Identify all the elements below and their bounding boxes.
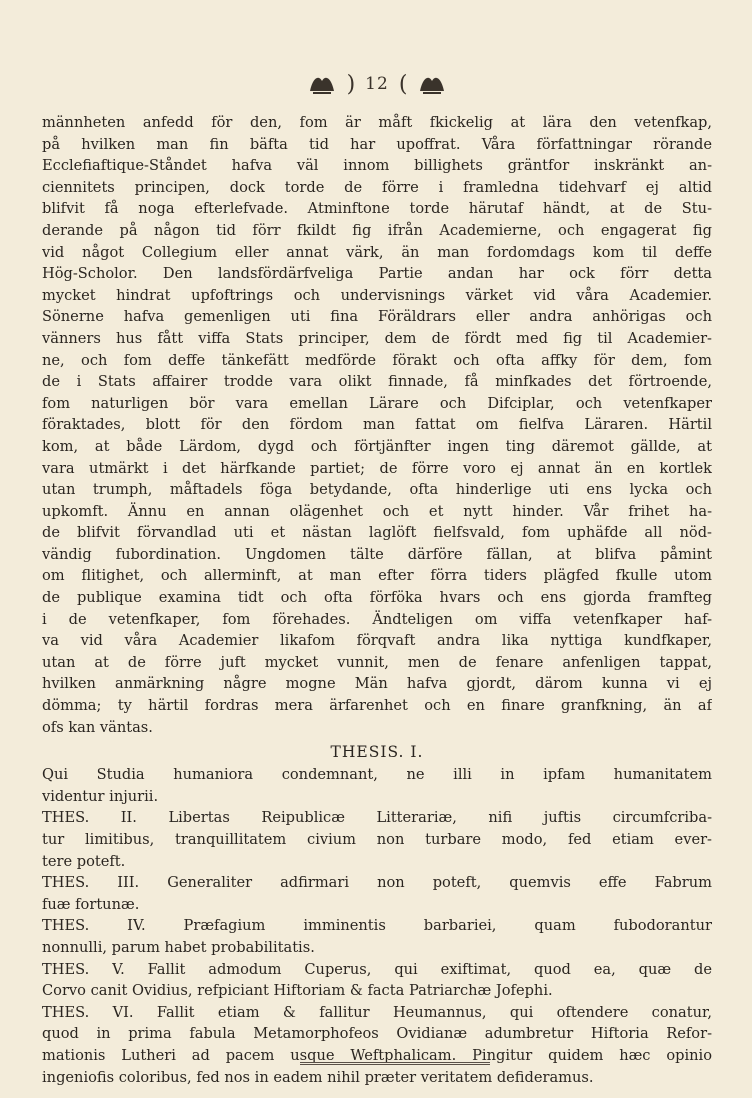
text-line: de publique examina tidt och ofta förföka hvars och ens gjorda framfteg bbox=[42, 589, 712, 607]
thesis-line: THES. V. Fallit admodum Cuperus, qui exiftimat, quod ea, quæ de bbox=[42, 960, 712, 978]
thesis-line: THES. VI. Fallit etiam & fallitur Heumannus, qui oftendere conatur, bbox=[42, 1003, 712, 1021]
theses-list bbox=[42, 764, 712, 1088]
text-line: föraktades, blott för den fördom man fattat om fielfva Läraren. Härtil bbox=[42, 416, 712, 434]
text-line: de blifvit förvandlad uti et nästan laglöft fielfsvald, fom uphäfde all nöd- bbox=[42, 524, 712, 542]
text-line: utan at de förre juft mycket vunnit, men de fenare anfenligen tappat, bbox=[42, 653, 712, 671]
thesis-line: fuæ fortunæ. bbox=[42, 895, 140, 913]
thesis-line: THES. IV. Præfagium imminentis barbariei, quam fubodorantur bbox=[42, 917, 712, 935]
text-line: de i Stats affairer trodde vara olikt finnade, få minfkades det förtroende, bbox=[42, 373, 712, 391]
theses-heading: THESIS. I. bbox=[330, 743, 424, 762]
left-paren-glyph: ) bbox=[346, 71, 356, 97]
thesis-block bbox=[42, 1002, 712, 1088]
text-line: kom, at både Lärdom, dygd och förtjänfter ingen ting däremot gällde, at bbox=[42, 437, 712, 455]
text-line: blifvit få noga efterlefvade. Atminftone torde härutaf händt, at de Stu- bbox=[42, 200, 712, 218]
text-line: vid något Collegium eller annat värk, än man fordomdags kom til deffe bbox=[42, 243, 712, 261]
text-line: på hvilken man fin bäfta tid har upoffrat. Våra författningar rörande bbox=[42, 135, 712, 153]
text-line: vara utmärkt i det härfkande partiet; de förre voro ej annat än en kortlek bbox=[42, 459, 712, 477]
right-ornament-icon bbox=[417, 71, 447, 97]
thesis-line: THES. II. Libertas Reipublicæ Litterariæ, nifi juftis circumfcriba- bbox=[42, 809, 712, 827]
thesis-line: ingeniofis coloribus, fed nos in eadem nihil præter veritatem defideramus. bbox=[42, 1068, 594, 1086]
text-line: vändig fubordination. Ungdomen tälte därföre fällan, at blifva påmint bbox=[42, 545, 712, 563]
text-line: upkomft. Ännu en annan olägenhet och et nytt hinder. Vår frihet ha- bbox=[42, 502, 712, 520]
thesis-block bbox=[42, 959, 712, 1002]
thesis-line: tur limitibus, tranquillitatem civium non turbare modo, fed etiam ever- bbox=[42, 831, 712, 848]
thesis-block bbox=[42, 872, 712, 915]
paragraph bbox=[42, 112, 712, 738]
text-line: männheten anfedd för den, fom är måft fkickelig at lära den vetenfkap, bbox=[42, 114, 712, 131]
left-ornament-icon bbox=[307, 71, 337, 97]
main-text bbox=[42, 112, 712, 1088]
thesis-line: tere poteft. bbox=[42, 852, 126, 870]
thesis-line: quod in prima fabula Metamorphofeos Ovidianæ adumbretur Hiftoria Refor- bbox=[42, 1025, 712, 1043]
text-line: utan trumph, måftadels föga betydande, ofta hinderlige uti ens lycka och bbox=[42, 481, 712, 499]
thesis-line: nonnulli, parum habet probabilitatis. bbox=[42, 938, 315, 956]
thesis-line: Corvo canit Ovidius, refpiciant Hiftoriam & facta Patriarchæ Jofephi. bbox=[42, 982, 553, 1000]
text-line: Ecclefiaftique-Ståndet hafva väl innom billighets gräntfor inskränkt an- bbox=[42, 157, 712, 175]
text-line: va vid våra Academier likafom förqvaft andra lika nyttiga kundfkaper, bbox=[42, 632, 712, 650]
text-line: ofs kan väntas. bbox=[42, 718, 153, 736]
thesis-block bbox=[42, 764, 712, 807]
text-line: vänners hus fått viffa Stats principer, dem de fördt med fig til Academier- bbox=[42, 329, 712, 347]
text-line: ciennitets principen, dock torde de förre i framledna tidehvarf ej altid bbox=[42, 178, 712, 196]
text-line: fom naturligen bör vara emellan Lärare och Difciplar, och vetenfkaper bbox=[42, 394, 712, 412]
text-line: hvilken anmärkning någre mogne Män hafva gjordt, därom kunna vi ej bbox=[42, 675, 712, 693]
text-line: ne, och fom deffe tänkefätt medförde förakt och ofta affky för dem, fom bbox=[42, 351, 712, 369]
thesis-line: mationis Lutheri ad pacem usque Weftphalicam. Pingitur quidem hæc opinio bbox=[42, 1046, 712, 1064]
text-line: i de vetenfkaper, fom förehades. Ändteligen om viffa vetenfkaper haf- bbox=[42, 610, 712, 628]
thesis-line: videntur injurii. bbox=[42, 787, 159, 805]
text-line: om flitighet, och allerminft, at man efter förra tiders plägfed fkulle utom bbox=[42, 567, 712, 585]
right-paren-glyph: ( bbox=[398, 71, 408, 97]
page-header bbox=[42, 60, 712, 108]
thesis-block bbox=[42, 807, 712, 872]
text-line: Hög-Scholor. Den landsfördärfveliga Partie andan har ock förr detta bbox=[42, 265, 712, 283]
text-line: dömma; ty härtil fordras mera ärfarenhet och en finare granfkning, än af bbox=[42, 697, 712, 715]
thesis-block bbox=[42, 915, 712, 958]
bottom-rule bbox=[300, 1062, 490, 1065]
thesis-line: Qui Studia humaniora condemnant, ne illi in ipfam humanitatem bbox=[42, 766, 712, 784]
thesis-line: THES. III. Generaliter adfirmari non poteft, quemvis effe Fabrum bbox=[42, 874, 712, 892]
text-line: Sönerne hafva gemenligen uti fina Föräldrars eller andra anhörigas och bbox=[42, 308, 712, 326]
text-line: derande på någon tid förr fkildt fig ifrån Academierne, och engagerat fig bbox=[42, 221, 712, 239]
page-number: 12 bbox=[365, 74, 389, 94]
text-line: mycket hindrat upfoftrings och undervisnings värket vid våra Academier. bbox=[42, 286, 712, 304]
